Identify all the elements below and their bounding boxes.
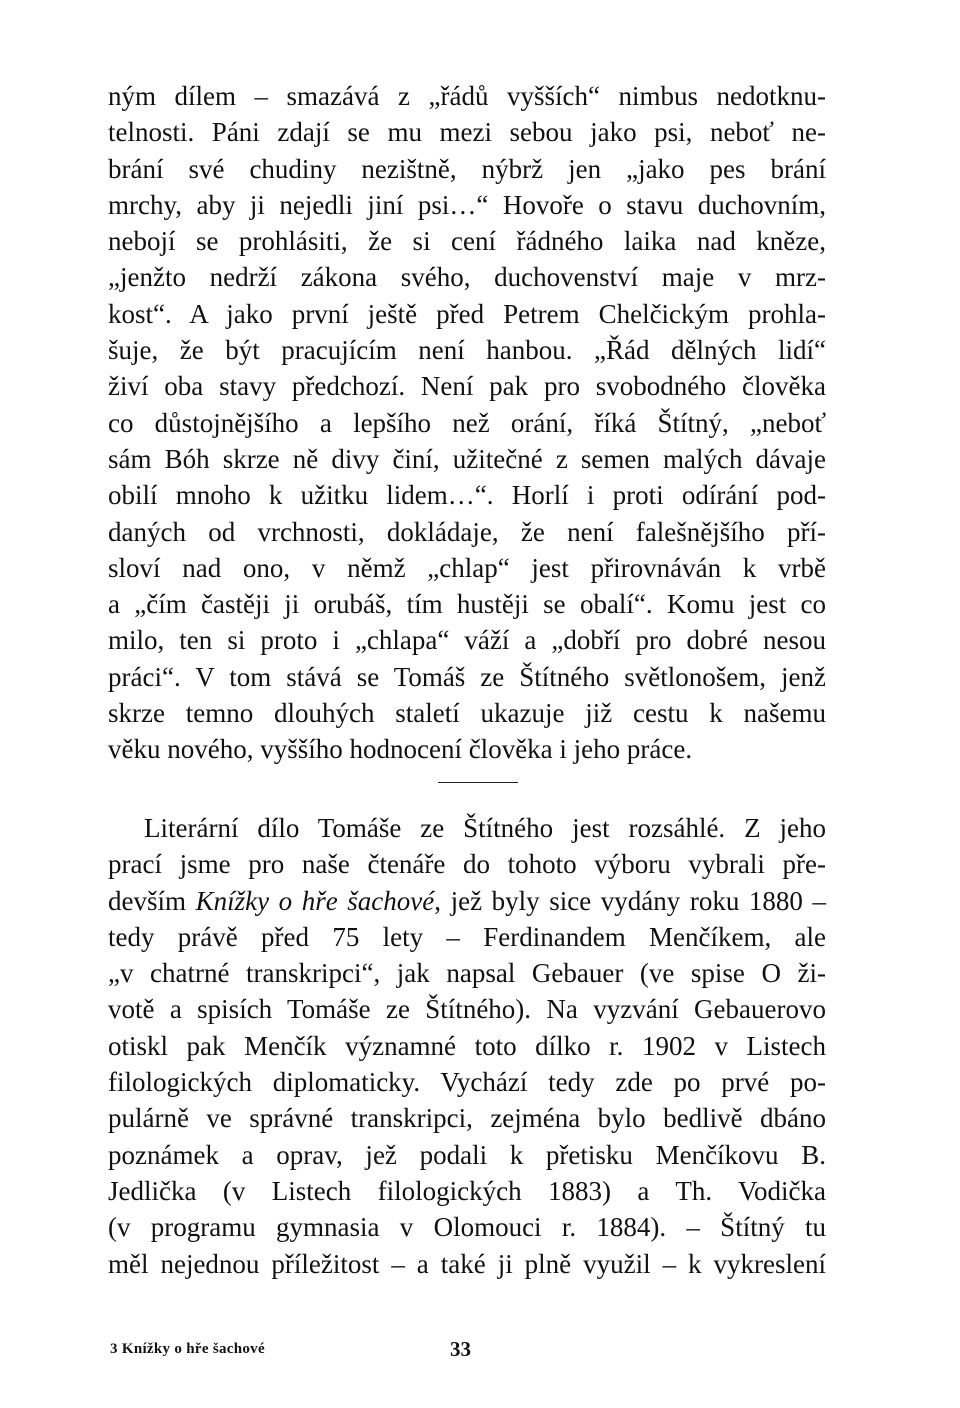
text-line: filologických diplomaticky. Vychází tedy zde po prvé po-: [108, 1067, 826, 1098]
text-line: pulárně ve správné transkripci, zejména bylo bedlivě dbáno: [108, 1103, 826, 1134]
text-line: „v chatrné transkripci“, jak napsal Gebauer (ve spise O ži-: [108, 958, 826, 989]
paragraph-1: [108, 78, 826, 768]
book-title: Knížky o hře šachové: [195, 885, 435, 916]
signature-mark: 3 Knížky o hře šachové: [110, 1341, 265, 1357]
text-line: „jenžto nedrží zákona svého, duchovenství maje v mrz-: [108, 262, 826, 293]
section-separator: [438, 782, 518, 783]
paragraph-2: [108, 810, 826, 1282]
text-line: sám Bóh skrze ně divy činí, užitečné z semen malých dávaje: [108, 443, 826, 474]
text-line: sloví nad ono, v němž „chlap“ jest přirovnáván k vrbě: [108, 552, 826, 583]
text-line: nebojí se prohlásiti, že si cení řádného laika nad kněze,: [108, 226, 826, 257]
text-line: prací jsme pro naše čtenáře do tohoto výboru vybrali pře-: [108, 849, 826, 880]
text-line: Jedlička (v Listech filologických 1883) a Th. Vodička: [108, 1175, 826, 1206]
text-line: obilí mnoho k užitku lidem…“. Horlí i proti odírání pod-: [108, 480, 826, 511]
text-line: co důstojnějšího a lepšího než orání, říká Štítný, „neboť: [108, 407, 826, 438]
text-line: kost“. A jako první ještě před Petrem Chelčickým prohla-: [108, 298, 826, 329]
text-fragment: devším: [108, 885, 196, 916]
text-line: práci“. V tom stává se Tomáš ze Štítného světlonošem, jenž: [108, 661, 826, 692]
text-line: šuje, že být pracujícím není hanbou. „Řád dělných lidí“: [108, 335, 826, 366]
text-line: otiskl pak Menčík významné toto dílko r. 1902 v Listech: [108, 1030, 826, 1061]
page-footer: [110, 1337, 828, 1367]
text-line: telnosti. Páni zdají se mu mezi sebou jako psi, neboť ne-: [108, 117, 826, 148]
paragraph-2-rest: [108, 919, 826, 1282]
text-fragment: , jež byly sice vydány roku 1880 –: [434, 885, 826, 916]
page-number: 33: [450, 1337, 471, 1361]
text-line: mrchy, aby ji nejedli jiní psi…“ Hovoře o stavu duchovním,: [108, 189, 826, 220]
text-line: Literární dílo Tomáše ze Štítného jest rozsáhlé. Z jeho: [144, 813, 826, 843]
text-line: a „čím častěji ji orubáš, tím hustěji se obalí“. Komu jest co: [108, 589, 826, 620]
text-line: [108, 883, 826, 919]
text-line: brání své chudiny nezištně, nýbrž jen „jako pes brání: [108, 153, 826, 184]
text-line: (v programu gymnasia v Olomouci r. 1884). – Štítný tu: [108, 1212, 826, 1243]
text-line: milo, ten si proto i „chlapa“ váží a „dobří pro dobré nesou: [108, 625, 826, 656]
text-line: poznámek a oprav, jež podali k přetisku Menčíkovu B.: [108, 1139, 826, 1170]
text-line: votě a spisích Tomáše ze Štítného). Na vyzvání Gebauerovo: [108, 994, 826, 1025]
text-line: skrze temno dlouhých staletí ukazuje již cestu k našemu: [108, 698, 826, 729]
text-line: daných od vrchnosti, dokládaje, že není falešnějšího pří-: [108, 516, 826, 547]
text-line: živí oba stavy předchozí. Není pak pro svobodného člověka: [108, 371, 826, 402]
text-line: tedy právě před 75 lety – Ferdinandem Menčíkem, ale: [108, 921, 826, 952]
text-line: měl nejednou příležitost – a také ji plně využil – k vykreslení: [108, 1248, 826, 1279]
text-line: ným dílem – smazává z „řádů vyšších“ nimbus nedotknu-: [108, 81, 826, 111]
text-line: věku nového, vyššího hodnocení člověka i jeho práce.: [108, 734, 693, 765]
